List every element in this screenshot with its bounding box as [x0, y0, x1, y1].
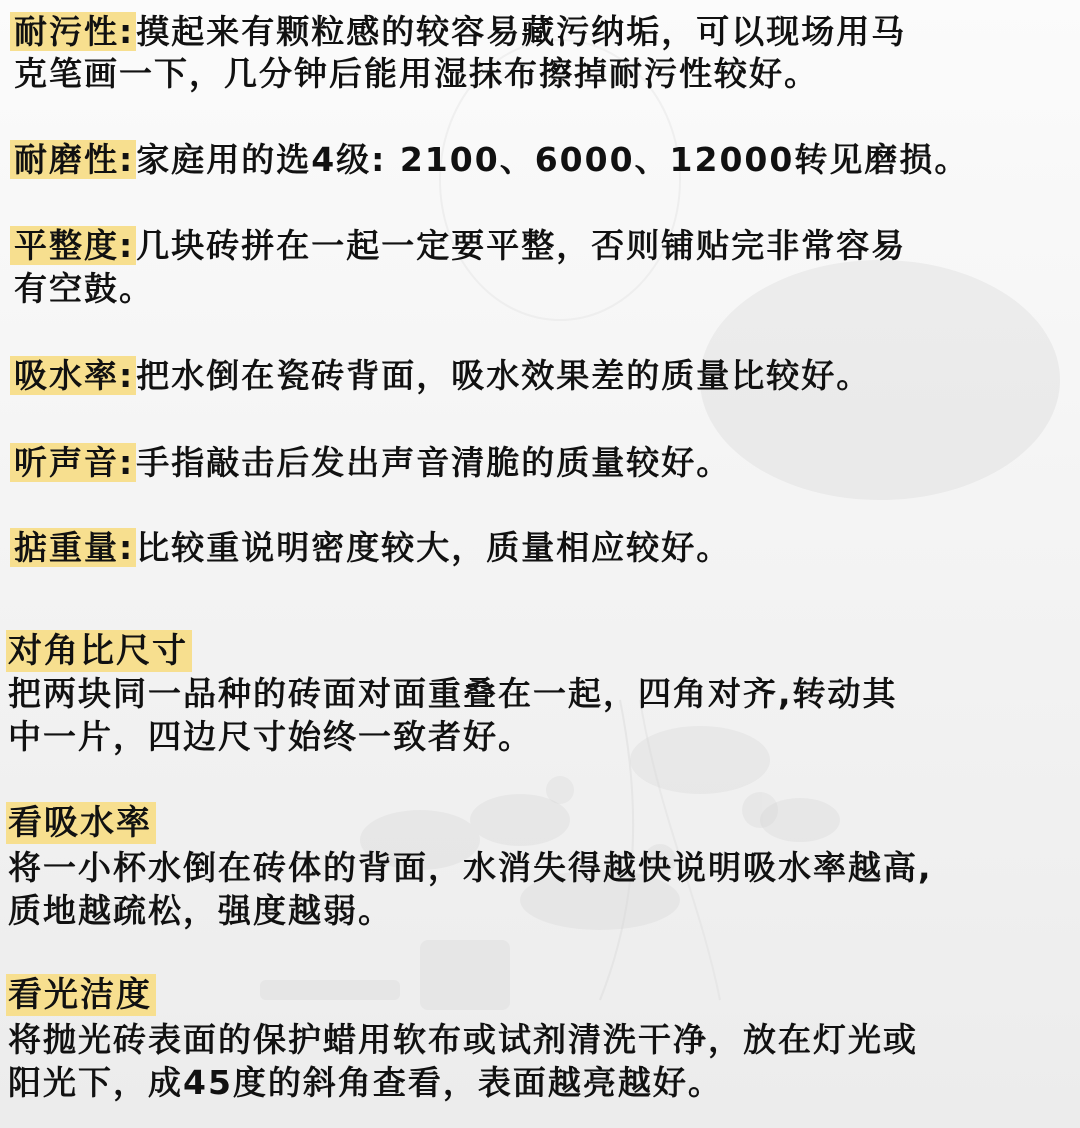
item-1-line-2 [14, 54, 819, 94]
item-2-text-1: 家庭用的选4级: 2100、6000、12000转见磨损。 [136, 140, 970, 179]
section-1-line-1: 把两块同一品种的砖面对面重叠在一起，四角对齐,转动其 [8, 674, 898, 713]
section-1-line-2: 中一片，四边尺寸始终一致者好。 [8, 717, 533, 756]
item-3-text-2: 有空鼓。 [14, 269, 154, 308]
item-3-label: 平整度: [10, 226, 136, 265]
section-1-heading: 对角比尺寸 [6, 630, 192, 672]
item-1-label: 耐污性: [10, 12, 136, 51]
item-4-line-1 [10, 356, 871, 396]
item-4-label: 吸水率: [10, 356, 136, 395]
item-5-text-1: 手指敲击后发出声音清脆的质量较好。 [136, 443, 732, 482]
item-2-line-1 [10, 140, 969, 180]
item-2-label: 耐磨性: [10, 140, 136, 179]
item-6-line-1 [10, 528, 731, 568]
item-1-text-1: 摸起来有颗粒感的较容易藏污纳垢，可以现场用马 [136, 12, 907, 51]
item-4-text-1: 把水倒在瓷砖背面，吸水效果差的质量比较好。 [136, 356, 872, 395]
section-2-line-1: 将一小杯水倒在砖体的背面，水消失得越快说明吸水率越高, [8, 848, 933, 887]
item-1-line-1 [10, 12, 906, 52]
item-6-text-1: 比较重说明密度较大，质量相应较好。 [136, 528, 732, 567]
section-3-line-2: 阳光下，成45度的斜角查看，表面越亮越好。 [8, 1063, 723, 1102]
item-6-label: 掂重量: [10, 528, 136, 567]
section-2-heading: 看吸水率 [6, 802, 156, 844]
item-3-line-2 [14, 269, 154, 309]
item-3-line-1 [10, 226, 906, 266]
item-5-line-1 [10, 443, 731, 483]
section-3-heading: 看光洁度 [6, 974, 156, 1016]
item-1-text-2: 克笔画一下，几分钟后能用湿抹布擦掉耐污性较好。 [14, 54, 819, 93]
section-2-line-2: 质地越疏松，强度越弱。 [8, 891, 393, 930]
item-5-label: 听声音: [10, 443, 136, 482]
section-3-line-1: 将抛光砖表面的保护蜡用软布或试剂清洗干净，放在灯光或 [8, 1020, 918, 1059]
item-3-text-1: 几块砖拼在一起一定要平整，否则铺贴完非常容易 [136, 226, 907, 265]
